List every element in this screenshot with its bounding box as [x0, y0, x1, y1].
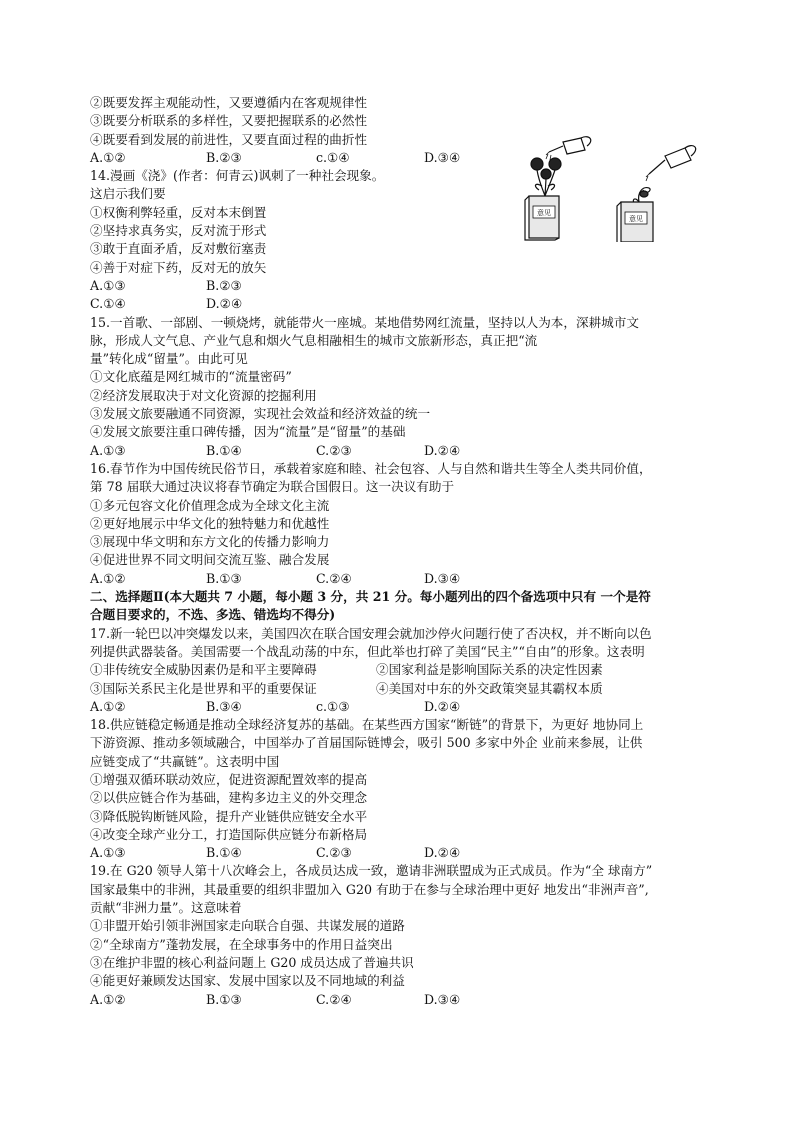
- q17-items-row1: [90, 661, 714, 679]
- option-d[interactable]: D.②④: [424, 698, 461, 714]
- option-d[interactable]: D.②④: [424, 442, 461, 458]
- option-c[interactable]: c.①④: [316, 149, 350, 165]
- option-d[interactable]: D.②④: [424, 845, 461, 861]
- q19-stem-3: 贡献“非洲力量”。这意味着: [90, 900, 242, 916]
- option-b[interactable]: B.①③: [206, 570, 242, 586]
- option-a[interactable]: A.①②: [90, 149, 126, 165]
- option-d[interactable]: D.③④: [424, 149, 461, 165]
- option-c[interactable]: C.②④: [316, 991, 352, 1007]
- q14-item-2: ②坚持求真务实，反对流于形式: [90, 223, 267, 239]
- q15-stem-1: 15.一首歌、一部剧、一顿烧烤，就能带火一座城。某地借势网红流量，坚持以人为本，深耕城市文: [90, 314, 639, 330]
- q16-stem-1: 16.春节作为中国传统民俗节日，承载着家庭和睦、社会包容、人与自然和谐共生等全人类共同价值，: [90, 460, 652, 476]
- q14-stem: 14.漫画《浇》(作者：何青云)讽刺了一种社会现象。: [90, 168, 385, 184]
- q15-item-3: ③发展文旅要融通不同资源，实现社会效益和经济效益的统一: [90, 406, 431, 422]
- q16-stem-2: 第 78 届联大通过决议将春节确定为联合国假日。这一决议有助于: [90, 479, 455, 495]
- q14-item-4: ④善于对症下药，反对无的放矢: [90, 259, 267, 275]
- q19-options: [90, 991, 714, 1009]
- option-b[interactable]: B.①④: [206, 442, 242, 458]
- option-c[interactable]: c.①③: [316, 698, 350, 714]
- q18-item-1: ①增强双循环联动效应，促进资源配置效率的提高: [90, 771, 368, 787]
- option-b[interactable]: B.①④: [206, 845, 242, 861]
- left-book-label: 意见: [537, 209, 551, 217]
- option-a[interactable]: A.①②: [90, 698, 126, 714]
- option-b[interactable]: B.②③: [206, 149, 242, 165]
- option-a[interactable]: A.①③: [90, 845, 126, 861]
- q15-item-2: ②经济发展取决于对文化资源的挖掘利用: [90, 387, 317, 403]
- cont-item-2: ②既要发挥主观能动性，又要遵循内在客观规律性: [90, 95, 368, 110]
- q18-item-4: ④改变全球产业分工，打造国际供应链分布新格局: [90, 826, 368, 842]
- q18-item-2: ②以供应链合作为基础，建构多边主义的外交理念: [90, 790, 368, 806]
- q18-stem-1: 18.供应链稳定畅通是推动全球经济复苏的基础。在某些西方国家“断链”的背景下，为更好 地协同上: [90, 717, 644, 733]
- q14-item-1: ①权衡利弊轻重，反对本末倒置: [90, 204, 267, 220]
- q17-item-2: ②国家利益是影响国际关系的决定性因素: [376, 662, 603, 678]
- q19-item-1: ①非盟开始引领非洲国家走向联合自强、共谋发展的道路: [90, 918, 405, 934]
- option-c[interactable]: C.②④: [316, 570, 352, 586]
- option-d[interactable]: D.③④: [424, 570, 461, 586]
- q17-item-1: ①非传统安全威胁因素仍是和平主要障碍: [90, 662, 317, 678]
- option-b[interactable]: B.②③: [206, 277, 242, 293]
- q17-options: [90, 698, 714, 716]
- option-d[interactable]: D.②④: [206, 296, 243, 312]
- q15-options: [90, 442, 714, 460]
- option-c[interactable]: C.②③: [316, 442, 352, 458]
- q17-item-3: ③国际关系民主化是世界和平的重要保证: [90, 680, 317, 696]
- q19-item-3: ③在维护非盟的核心利益问题上 G20 成员达成了普遍共识: [90, 954, 414, 970]
- right-book-label: 意见: [629, 215, 643, 223]
- q14-options-row1: [90, 277, 714, 295]
- q17-items-row2: [90, 680, 714, 698]
- option-a[interactable]: A.①③: [90, 442, 126, 458]
- q14-cartoon-image: [515, 130, 715, 242]
- q16-item-1: ①多元包容文化价值理念成为全球文化主流: [90, 497, 330, 513]
- option-a[interactable]: A.①②: [90, 570, 126, 586]
- section-2-header: 二、选择题Ⅱ(本大题共 7 小题，每小题 3 分，共 21 分。每小题列出的四个备选项中只有 一个是符: [90, 589, 651, 605]
- q19-stem-2: 国家最集中的非洲，其最重要的组织非盟加入 G20 有助于在参与全球治理中更好 地发出“非洲声音”,: [90, 881, 649, 897]
- q14-stem-2: 这启示我们要: [90, 186, 166, 202]
- option-a[interactable]: A.①②: [90, 991, 126, 1007]
- q17-stem-1: 17.新一轮巴以冲突爆发以来，美国四次在联合国安理会就加沙停火问题行使了否决权，并不断向以色: [90, 625, 652, 641]
- option-c[interactable]: C.②③: [316, 845, 352, 861]
- cont-item-3: ③既要分析联系的多样性，又要把握联系的必然性: [90, 113, 368, 129]
- q16-item-4: ④促进世界不同文明间交流互鉴、融合发展: [90, 552, 330, 568]
- q16-item-2: ②更好地展示中华文化的独特魅力和优越性: [90, 515, 330, 531]
- q14-options-row2: [90, 295, 714, 313]
- cont-item-4: ④既要看到发展的前进性，又要直面过程的曲折性: [90, 131, 368, 147]
- section-2-header-cont: 合题目要求的，不选、多选、错选均不得分): [90, 607, 336, 623]
- q18-options: [90, 844, 714, 862]
- q18-stem-3: 应链变成了“共赢链”。这表明中国: [90, 753, 280, 769]
- right-cartoon-panel: [617, 146, 696, 242]
- option-b[interactable]: B.①③: [206, 991, 242, 1007]
- q15-stem-2: 脉，形成人文气息、产业气息和烟火气息相融相生的城市文旅新形态，真正把“流: [90, 332, 538, 348]
- left-cartoon-panel: [525, 137, 591, 240]
- q19-item-2: ②“全球南方”蓬勃发展，在全球事务中的作用日益突出: [90, 936, 393, 952]
- q19-item-4: ④能更好兼顾发达国家、发展中国家以及不同地域的利益: [90, 973, 405, 989]
- q18-stem-2: 下游资源、推动多领域融合，中国举办了首届国际链博会，吸引 500 多家中外企 业前来参展，让供: [90, 735, 643, 751]
- q18-item-3: ③降低脱钩断链风险，提升产业链供应链安全水平: [90, 808, 368, 824]
- q15-stem-3: 量”转化成“留量”。由此可见: [90, 351, 248, 367]
- option-b[interactable]: B.③④: [206, 698, 242, 714]
- option-d[interactable]: D.③④: [424, 991, 461, 1007]
- q17-item-4: ④美国对中东的外交政策突显其霸权本质: [376, 680, 603, 696]
- q14-item-3: ③敢于直面矛盾，反对敷衍塞责: [90, 241, 267, 257]
- q16-options: [90, 570, 714, 588]
- q15-item-1: ①文化底蕴是网红城市的“流量密码”: [90, 369, 292, 385]
- option-c[interactable]: C.①④: [90, 296, 126, 312]
- q19-stem-1: 19.在 G20 领导人第十八次峰会上，各成员达成一致，邀请非洲联盟成为正式成员。作为“全 球南方”: [90, 863, 653, 879]
- q16-item-3: ③展现中华文明和东方文化的传播力影响力: [90, 534, 330, 550]
- option-a[interactable]: A.①③: [90, 277, 126, 293]
- q15-item-4: ④发展文旅要注重口碑传播，因为“流量”是“留量”的基础: [90, 424, 406, 440]
- q17-stem-2: 列提供武器装备。美国需要一个战乱动荡的中东，但此举也打碎了美国“民主”“自由”的形象。这表明: [90, 643, 645, 659]
